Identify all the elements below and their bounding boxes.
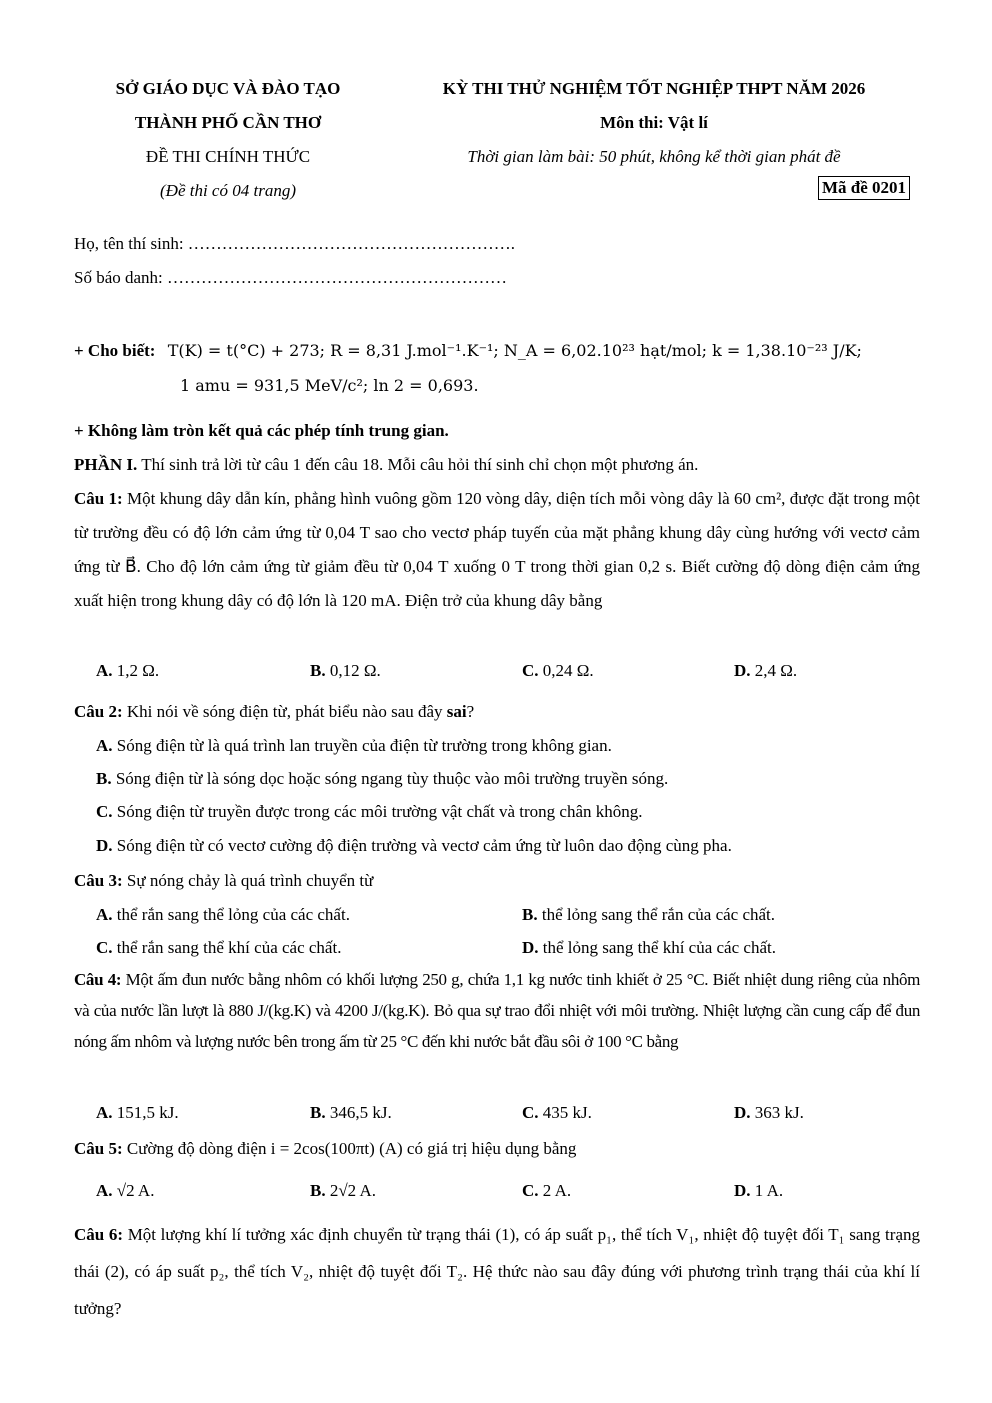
question-1-option-a[interactable]: A. 1,2 Ω. (96, 661, 160, 680)
question-3-label: Câu 3: (74, 871, 123, 890)
question-4-option-b[interactable]: B. 346,5 kJ. (310, 1103, 392, 1122)
part1-label: PHẦN I. (74, 455, 138, 474)
page-count-note: (Đề thi có 04 trang) (160, 181, 296, 200)
question-1-option-c[interactable]: C. 0,24 Ω. (522, 661, 594, 680)
question-2-option-c[interactable]: C. Sóng điện từ truyền được trong các môi trường vật chất và trong chân không. (96, 802, 643, 821)
subject-label: Môn thi: Vật lí (600, 113, 708, 132)
given-constants-text1: T(K) = t(°C) + 273; R = 8,31 J.mol⁻¹.K⁻¹; N_A = 6,02.10²³ hạt/mol; k = 1,38.10⁻²³ J/K; (167, 341, 862, 360)
candidate-id-line: Số báo danh: …………………………………………………… (74, 268, 508, 287)
question-1-text: Một khung dây dẫn kín, phẳng hình vuông gồm 120 vòng dây, diện tích mỗi vòng dây là 60 cm², được đặt trong một từ trường đều có độ lớn cảm ứng từ 0,04 T sao cho vectơ pháp tuyến của mặt phẳng khung dây cùng hướng với vectơ cảm ứng từ B⃗. Cho độ lớn cảm ứng từ giảm đều từ 0,04 T xuống 0 T trong thời gian 0,2 s. Biết cường độ dòng điện cảm ứng xuất hiện trong khung dây có độ lớn là 120 mA. Điện trở của khung dây bằng (74, 489, 920, 610)
question-3-option-d[interactable]: D. thể lỏng sang thể khí của các chất. (522, 938, 776, 957)
question-2: Câu 2: Khi nói về sóng điện từ, phát biểu nào sau đây sai? (74, 702, 475, 721)
question-1 (74, 482, 920, 618)
given-constants-line1 (74, 340, 862, 361)
city-name: THÀNH PHỐ CẦN THƠ (134, 113, 322, 132)
question-3-text: Sự nóng chảy là quá trình chuyển từ (122, 871, 374, 890)
question-4-text: Một ấm đun nước bằng nhôm có khối lượng 250 g, chứa 1,1 kg nước tinh khiết ở 25 °C. Biết nhiệt dung riêng của nhôm và của nước lần lượt là 880 J/(kg.K) và 4200 J/(kg.K). Bỏ qua sự trao đổi nhiệt với môi trường. Nhiệt lượng cần cung cấp để đun nóng ấm nhôm và lượng nước bên trong ấm từ 25 °C đến khi nước bắt đầu sôi ở 100 °C bằng (74, 970, 920, 1051)
department-name: SỞ GIÁO DỤC VÀ ĐÀO TẠO (115, 79, 341, 98)
question-1-option-d[interactable]: D. 2,4 Ω. (734, 661, 798, 680)
question-5-option-c[interactable]: C. 2 A. (522, 1181, 572, 1200)
question-4 (74, 964, 920, 1057)
question-5-text: Cường độ dòng điện i = 2cos(100πt) (A) có giá trị hiệu dụng bằng (122, 1139, 577, 1158)
question-5 (74, 1138, 576, 1159)
question-3-option-c[interactable]: C. thể rắn sang thể khí của các chất. (96, 938, 342, 957)
question-4-option-d[interactable]: D. 363 kJ. (734, 1103, 804, 1122)
question-5-option-d[interactable]: D. 1 A. (734, 1181, 784, 1200)
question-5-option-a[interactable]: A. √2 A. (96, 1181, 155, 1200)
given-constants-line2: 1 amu = 931,5 MeV/c²; ln 2 = 0,693. (180, 376, 479, 395)
rounding-note: + Không làm tròn kết quả các phép tính trung gian. (74, 421, 449, 440)
part1-text: Thí sinh trả lời từ câu 1 đến câu 18. Mỗi câu hỏi thí sinh chỉ chọn một phương án. (137, 455, 699, 474)
question-2-option-b[interactable]: B. Sóng điện từ là sóng dọc hoặc sóng ngang tùy thuộc vào môi trường truyền sóng. (96, 769, 669, 788)
candidate-name-line: Họ, tên thí sinh: …………………………………………………. (74, 234, 516, 253)
question-3 (74, 870, 373, 891)
question-2-option-a[interactable]: A. Sóng điện từ là quá trình lan truyền của điện từ trường trong không gian. (96, 736, 612, 755)
question-4-label: Câu 4: (74, 970, 122, 989)
exam-code-box: Mã đề 0201 (818, 176, 910, 200)
question-1-label: Câu 1: (74, 489, 123, 508)
question-6-label: Câu 6: (74, 1225, 124, 1244)
question-2-emphasis: sai (446, 702, 467, 721)
question-4-option-c[interactable]: C. 435 kJ. (522, 1103, 592, 1122)
official-exam-label: ĐỀ THI CHÍNH THỨC (145, 147, 311, 166)
given-label: + Cho biết: (74, 341, 156, 360)
question-6-text: Một lượng khí lí tưởng xác định chuyển từ trạng thái (1), có áp suất p₁, thể tích V₁, nhiệt độ tuyệt đối T₁ sang trạng thái (2), có áp suất p₂, thể tích V₂, nhiệt độ tuyệt đối T₂. Hệ thức nào sau đây đúng với phương trình trạng thái của khí lí tưởng? (74, 1225, 920, 1318)
time-limit: Thời gian làm bài: 50 phút, không kể thời gian phát đề (467, 147, 841, 166)
question-2-label: Câu 2: (74, 702, 123, 721)
question-6 (74, 1216, 920, 1327)
question-3-option-a[interactable]: A. thể rắn sang thể lỏng của các chất. (96, 905, 350, 924)
question-2-option-d[interactable]: D. Sóng điện từ có vectơ cường độ điện trường và vectơ cảm ứng từ luôn dao động cùng pha. (96, 836, 732, 855)
exam-title: KỲ THI THỬ NGHIỆM TỐT NGHIỆP THPT NĂM 2026 (442, 79, 866, 98)
question-4-option-a[interactable]: A. 151,5 kJ. (96, 1103, 179, 1122)
part1-instruction (74, 454, 698, 475)
question-3-option-b[interactable]: B. thể lỏng sang thể rắn của các chất. (522, 905, 776, 924)
question-1-option-b[interactable]: B. 0,12 Ω. (310, 661, 381, 680)
question-2-text: Khi nói về sóng điện từ, phát biểu nào sau đây (122, 702, 447, 721)
question-5-label: Câu 5: (74, 1139, 123, 1158)
question-5-option-b[interactable]: B. 2√2 A. (310, 1181, 377, 1200)
